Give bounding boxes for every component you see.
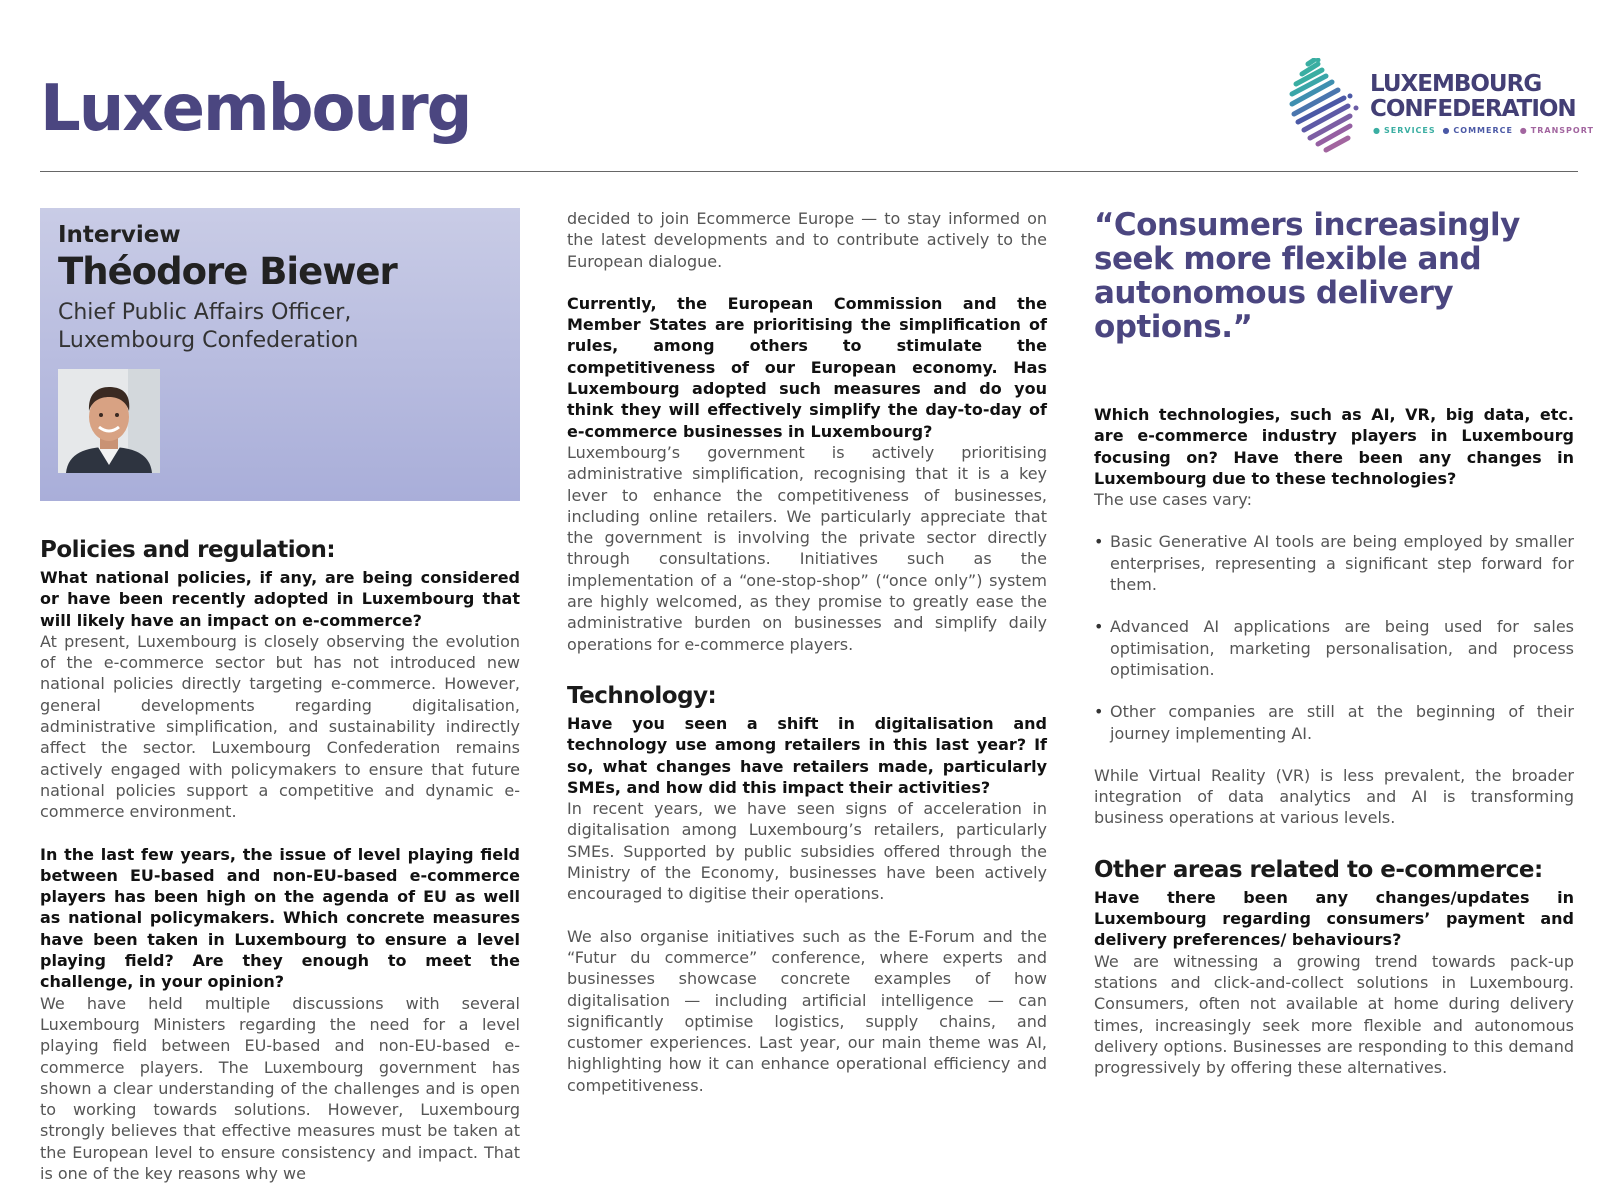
section-heading-technology: Technology: [567,682,717,709]
answer-policies-2: We have held multiple discussions with several Luxembourg Ministers regarding the need for a level playing field between EU-based and non-EU-based e-commerce players. The Luxembourg government has shown a clear understanding of the challenges and is open to working towards solutions. However, Luxembourg strongly believes that effective measures must be taken at the European level to ensure consistency and impact. That is one of the key reasons why we [40,993,520,1184]
pull-quote: “Consumers increasingly seek more flexible and autonomous delivery options.” [1094,207,1520,345]
list-item [1094,701,1574,744]
question-technology-2: Which technologies, such as AI, VR, big data, etc. are e-commerce industry players in Luxembourg focusing on? Have there been any changes in Luxembourg due to these technologies? [1094,405,1574,488]
luxembourg-confederation-logo [1288,58,1594,158]
tagline-dot-icon: ● [1373,126,1381,135]
question-technology-1: Have you seen a shift in digitalisation and technology use among retailers in this last year? If so, what changes have retailers made, particularly SMEs, and how did this impact their activities? [567,713,1047,797]
answer-technology-2-outro: While Virtual Reality (VR) is less prevalent, the broader integration of data analytics and AI is transforming business operations at various levels. [1094,765,1574,828]
tagline-services: SERVICES [1383,126,1436,135]
bullet-icon: • [1094,702,1104,722]
logo-mark-icon [1288,58,1364,154]
question-policies-2: In the last few years, the issue of level playing field between EU-based and non-EU-based e-commerce players has been high on the agenda of EU as well as national policymakers. Which concrete measures have been taken in Luxembourg to ensure a level playing field? Are they enough to meet the challenge, in your opinion? [40,844,520,992]
answer-technology-1b: We also organise initiatives such as the E-Forum and the “Futur du commerce” conference, where experts and businesses showcase concrete examples of how digitalisation — including artificial intelligence — can significantly optimise logistics, supply chains, and customer experiences. Last year, our main theme was AI, highlighting how it can enhance operational efficiency and competitiveness. [567,926,1047,1095]
answer-policies-2-continued: decided to join Ecommerce Europe — to stay informed on the latest developments and to contribute actively to the European dialogue. [567,209,1047,271]
header-divider [40,171,1578,172]
section-heading-policies: Policies and regulation: [40,537,336,563]
question-policies-3: Currently, the European Commission and the Member States are prioritising the simplification of rules, among others to stimulate the competitiveness of our European economy. Has Luxembourg adopted such measures and do you think they will effectively simplify the day-to-day of e-commerce businesses in Luxembourg? [567,293,1047,441]
tagline-commerce: COMMERCE [1453,126,1513,135]
interview-label: Interview [58,222,181,248]
answer-technology-1: In recent years, we have seen signs of acceleration in digitalisation among Luxembourg’s retailers, particularly SMEs. Supported by public subsidies offered through the Ministry of the Economy, businesses have been actively encouraged to digitise their operations. [567,799,1047,904]
logo-text-line1: LUXEMBOURG [1370,71,1542,97]
answer-technology-2-intro: The use cases vary: [1094,490,1252,510]
tagline-dot-icon: ● [1519,126,1528,135]
list-item [1094,531,1574,595]
column-2 [567,208,1047,1096]
bullet-text: Advanced AI applications are being used for sales optimisation, marketing personalisation, and process optimisation. [1110,617,1574,679]
interviewee-role-line2: Luxembourg Confederation [58,328,359,353]
bullet-icon: • [1094,532,1104,552]
interview-card [40,208,520,501]
bullet-text: Basic Generative AI tools are being employed by smaller enterprises, representing a significant step forward for them. [1110,532,1574,595]
section-heading-other: Other areas related to e-commerce: [1094,856,1543,883]
avatar [58,369,160,473]
logo-tagline [1370,126,1594,135]
bullet-text: Other companies are still at the beginning of their journey implementing AI. [1110,702,1574,743]
tagline-dot-icon: ● [1442,126,1451,135]
interviewee-role-line1: Chief Public Affairs Officer, [58,300,352,325]
answer-other-1: We are witnessing a growing trend towards pack-up stations and click-and-collect solutions in Luxembourg. Consumers, often not available at home during delivery times, increasingly seek more flexible and autonomous delivery options. Businesses are responding to this demand progressively by offering these alternatives. [1094,951,1574,1078]
question-policies-1: What national policies, if any, are being considered or have been recently adopted in Luxembourg that will likely have an impact on e-commerce? [40,568,520,630]
logo-text-line2: CONFEDERATION [1370,96,1576,122]
bullet-icon: • [1094,617,1104,637]
question-other-1: Have there been any changes/updates in Luxembourg regarding consumers’ payment and delivery preferences/ behaviours? [1094,887,1574,950]
column-1 [40,208,520,1184]
interviewee-name: Théodore Biewer [58,250,397,293]
list-item [1094,616,1574,680]
column-3 [1094,208,1574,1078]
page-title: Luxembourg [40,72,471,146]
answer-policies-3: Luxembourg’s government is actively prioritising administrative simplification, recognising that it is a key lever to enhance the competitiveness of businesses, including online retailers. We particularly appreciate that the government is involving the private sector directly through consultations. Initiatives such as the implementation of a “one-stop-shop” (“once only”) system are highly welcomed, as they promise to greatly ease the administrative burden on businesses and simplify daily operations for e-commerce players. [567,442,1047,654]
answer-policies-1: At present, Luxembourg is closely observing the evolution of the e-commerce sector but has not introduced new national policies directly targeting e-commerce. However, general developments regarding digitalisation, administrative simplification, and sustainability indirectly affect the sector. Luxembourg Confederation remains actively engaged with policymakers to ensure that future national policies support a competitive and dynamic e-commerce environment. [40,631,520,822]
tagline-transport: TRANSPORT [1530,126,1594,135]
